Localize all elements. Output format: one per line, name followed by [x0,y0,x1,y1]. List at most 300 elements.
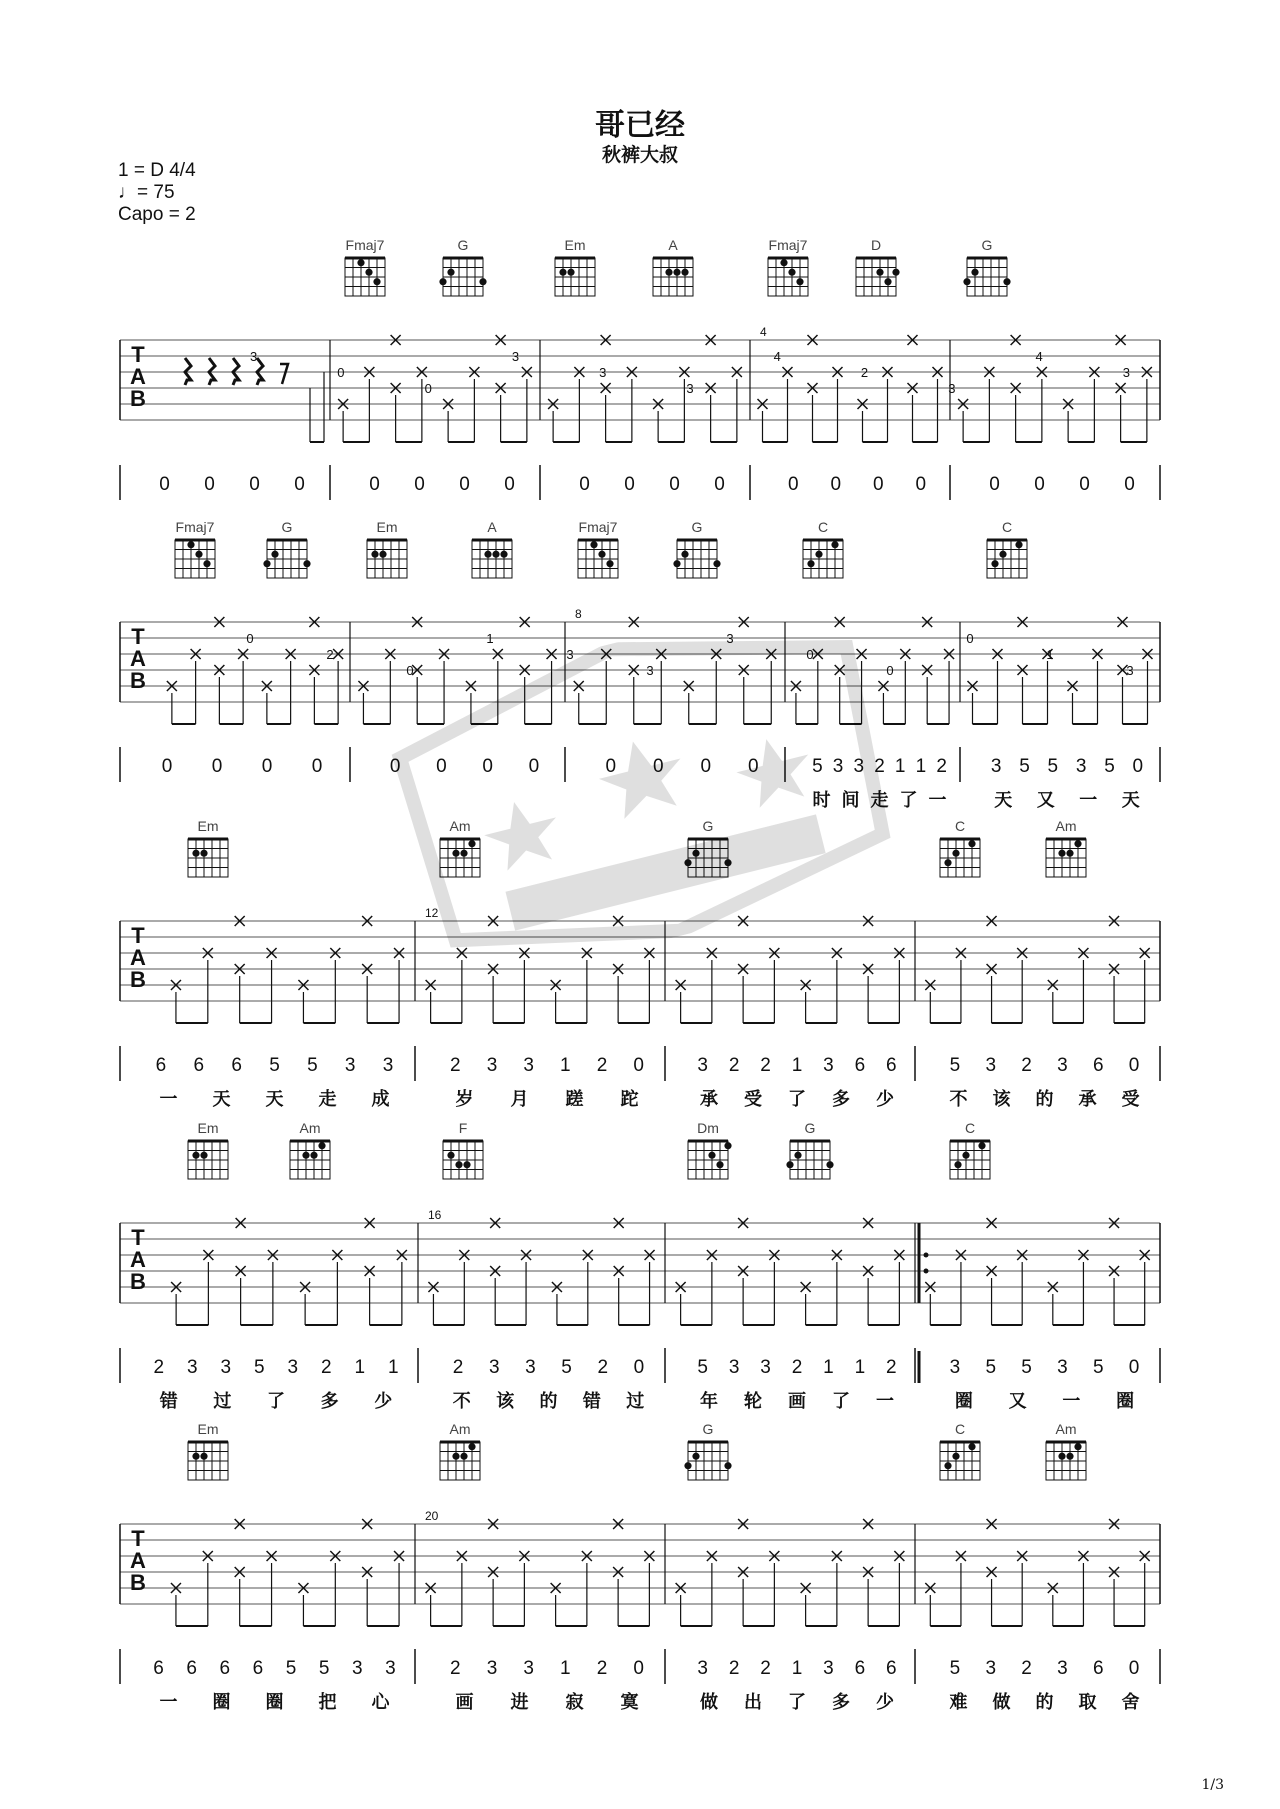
chord-name: Em [564,237,586,253]
chord-finger-dot [203,560,210,567]
lyric-character: 该 [496,1391,515,1412]
repeat-dot [924,1253,929,1258]
tab-fret-number: 1 [1046,647,1054,662]
numbered-note: 3 [985,1658,997,1679]
numbered-note: 5 [253,1357,265,1378]
chord-diagram [987,540,1027,578]
tab-clef-letter: A [130,945,146,970]
lyric-character: 了 [788,1089,806,1110]
chord-name: D [870,237,882,253]
lyric-character: 错 [159,1391,178,1412]
numbered-note: 0 [1034,474,1045,495]
numbered-note: 0 [989,474,1000,495]
chord-finger-dot [452,850,459,857]
lyric-character: 成 [371,1089,390,1110]
lyric-character: 做 [992,1692,1011,1713]
numbered-note: 1 [560,1055,571,1076]
numbered-note: 2 [320,1357,332,1378]
chord-finger-dot [968,840,975,847]
lyric-character: 出 [744,1692,762,1713]
numbered-note: 3 [220,1357,232,1378]
chord-finger-dot [590,541,597,548]
numbered-note: 0 [624,474,635,495]
numbered-note: 0 [669,474,680,495]
lyric-character: 少 [876,1089,894,1110]
numbered-note: 3 [1075,756,1087,777]
chord-finger-dot [978,1142,985,1149]
measure-number: 20 [425,1509,439,1523]
tab-clef-letter: T [131,624,145,649]
tab-clef-letter: B [130,1269,146,1294]
numbered-note: 3 [985,1055,997,1076]
numbered-note: 3 [486,1658,498,1679]
chord-diagram [578,540,618,578]
lyric-character: 天 [212,1089,231,1110]
lyric-character: 又 [1036,790,1055,811]
chord-diagram [963,258,1010,296]
chord-finger-dot [373,278,380,285]
lyric-character: 圈 [954,1391,973,1412]
chord-finger-dot [1074,1443,1081,1450]
numbered-note: 2 [1021,1055,1032,1076]
numbered-note: 2 [874,756,885,777]
tab-fret-number: 3 [686,381,694,396]
numbered-note: 3 [1057,1658,1068,1679]
chord-finger-dot [954,1161,961,1168]
chord-name: Em [376,519,398,535]
numbered-note: 5 [1019,756,1030,777]
lyric-character: 一 [876,1391,894,1412]
chord-diagram [684,839,731,877]
numbered-note: 3 [990,756,1002,777]
numbered-note: 6 [231,1055,242,1076]
chord-name: C [954,818,966,834]
tab-fret-number: 3 [948,381,956,396]
numbered-note: 6 [252,1658,264,1679]
chord-diagram [768,258,808,296]
numbered-note: 0 [459,474,470,495]
numbered-note: 3 [352,1658,363,1679]
chord-diagram [786,1141,833,1179]
numbered-note: 0 [1132,756,1144,777]
chord-finger-dot [681,551,688,558]
chord-finger-dot [944,1462,951,1469]
numbered-note: 0 [747,756,759,777]
numbered-note: 0 [605,756,617,777]
lyric-character: 了 [832,1391,850,1412]
numbered-note: 0 [389,756,401,777]
lyric-character: 天 [1121,790,1140,811]
tab-clef-letter: B [130,668,146,693]
lyric-character: 月 [510,1089,529,1110]
numbered-note: 6 [885,1658,897,1679]
chord-finger-dot [665,269,672,276]
numbered-note: 0 [504,474,515,495]
chord-finger-dot [365,269,372,276]
lyric-character: 轮 [744,1391,762,1412]
numbered-note: 1 [791,1658,803,1679]
tab-fret-number: 3 [1126,663,1134,678]
chord-diagram [175,540,215,578]
numbered-note: 0 [159,474,170,495]
numbered-note: 0 [633,1658,644,1679]
key-signature: 1 = D 4/4 [118,160,196,181]
chord-finger-dot [815,551,822,558]
lyric-character: 少 [374,1391,393,1412]
numbered-note: 2 [760,1658,771,1679]
numbered-note: 3 [949,1357,961,1378]
tab-fret-number: 3 [1122,365,1130,380]
numbered-note: 0 [1128,1055,1140,1076]
chord-name: C [1001,519,1013,535]
chord-finger-dot [684,859,691,866]
lyric-character: 了 [267,1391,285,1412]
chord-finger-dot [606,560,613,567]
chord-diagram [290,1141,330,1179]
chord-finger-dot [484,551,491,558]
tab-clef-letter: T [131,923,145,948]
numbered-note: 3 [486,1055,498,1076]
chord-finger-dot [968,1443,975,1450]
chord-finger-dot [500,551,507,558]
lyric-character: 承 [1078,1089,1097,1110]
lyric-character: 蹉 [565,1089,584,1110]
numbered-note: 0 [294,474,305,495]
lyric-character: 又 [1008,1391,1027,1412]
chord-finger-dot [447,269,454,276]
chord-finger-dot [460,1453,467,1460]
numbered-note: 5 [697,1357,709,1378]
lyric-character: 做 [700,1692,718,1713]
chord-name: C [817,519,829,535]
chord-name: Fmaj7 [578,519,618,535]
lyric-character: 受 [1121,1089,1140,1110]
measure-number: 4 [760,325,767,339]
chord-diagram [673,540,720,578]
tab-fret-number: 4 [1035,349,1043,364]
lyric-character: 该 [992,1089,1011,1110]
lyric-character: 跎 [620,1089,639,1110]
chord-finger-dot [1058,850,1065,857]
numbered-note: 0 [652,756,664,777]
chord-diagram [1046,1442,1086,1480]
chord-name: Fmaj7 [768,237,808,253]
chord-finger-dot [200,1152,207,1159]
chord-finger-dot [724,1142,731,1149]
lyric-character: 圈 [265,1692,284,1713]
numbered-note: 2 [791,1357,803,1378]
chord-finger-dot [724,1462,731,1469]
lyric-character: 舍 [1121,1692,1140,1713]
numbered-note: 5 [318,1658,330,1679]
numbered-note: 0 [436,756,447,777]
lyric-character: 的 [1035,1089,1054,1110]
chord-finger-dot [1003,278,1010,285]
song-artist: 秋裤大叔 [601,144,678,166]
numbered-note: 5 [985,1357,997,1378]
chord-finger-dot [962,1152,969,1159]
lyric-character: 进 [510,1692,529,1713]
numbered-note: 6 [153,1658,164,1679]
chord-diagram [443,1141,483,1179]
chord-finger-dot [673,269,680,276]
numbered-note: 6 [186,1658,197,1679]
chord-finger-dot [1058,1453,1065,1460]
numbered-note: 0 [915,474,927,495]
chord-diagram [440,1442,480,1480]
tab-clef-letter: T [131,1225,145,1250]
chord-finger-dot [713,560,720,567]
numbered-note: 3 [1057,1357,1068,1378]
chord-finger-dot [200,850,207,857]
chord-diagram [1046,839,1086,877]
chord-name: F [458,1120,468,1136]
tab-fret-number: 2 [326,647,334,662]
numbered-note: 5 [1104,756,1115,777]
capo-marking: Capo = 2 [118,204,196,225]
lyric-character: 不 [949,1089,968,1110]
numbered-note: 3 [697,1658,709,1679]
numbered-note: 0 [261,756,273,777]
chord-finger-dot [303,560,310,567]
chord-finger-dot [780,259,787,266]
numbered-note: 2 [596,1055,608,1076]
lyric-character: 圈 [212,1692,231,1713]
lyric-character: 把 [318,1692,337,1713]
numbered-note: 5 [812,756,823,777]
chord-name: Am [449,1421,471,1437]
measure-number: 16 [428,1208,442,1222]
chord-finger-dot [357,259,364,266]
chord-name: Dm [697,1120,719,1136]
numbered-note: 3 [1057,1055,1068,1076]
lyric-character: 间 [841,790,860,811]
tab-clef-letter: B [130,967,146,992]
tab-clef-letter: T [131,1526,145,1551]
tab-fret-number: 0 [406,663,414,678]
tab-clef-letter: A [130,1247,146,1272]
numbered-note: 1 [823,1357,834,1378]
lyric-character: 多 [832,1692,850,1713]
chord-name: Em [197,818,219,834]
repeat-dot [924,1269,929,1274]
chord-finger-dot [371,551,378,558]
chord-diagram [803,540,843,578]
numbered-note: 3 [697,1055,709,1076]
chord-finger-dot [673,560,680,567]
numbered-note: 5 [949,1658,961,1679]
eighth-rest [280,364,288,384]
chord-finger-dot [724,859,731,866]
numbered-note: 5 [1021,1357,1032,1378]
numbered-note: 6 [1092,1055,1104,1076]
chord-name: A [668,237,678,253]
lyric-character: 岁 [455,1089,474,1110]
tab-fret-number: 0 [246,631,254,646]
tab-fret-number: 2 [860,365,869,380]
chord-diagram [653,258,693,296]
tab-clef-letter: B [130,386,146,411]
chord-diagram [439,258,486,296]
chord-finger-dot [463,1161,470,1168]
tab-fret-number: 0 [337,365,345,380]
chord-finger-dot [1066,1453,1073,1460]
numbered-note: 6 [193,1055,205,1076]
numbered-note: 2 [936,756,947,777]
numbered-note: 3 [823,1055,834,1076]
measure-number: 8 [575,607,582,621]
numbered-note: 0 [1128,1658,1140,1679]
chord-finger-dot [310,1152,317,1159]
chord-diagram [555,258,595,296]
numbered-note: 2 [760,1055,771,1076]
numbered-note: 6 [1092,1658,1104,1679]
numbered-note: 3 [728,1357,740,1378]
chord-finger-dot [1074,840,1081,847]
lyric-character: 过 [626,1391,645,1412]
chord-finger-dot [460,850,467,857]
numbered-note: 6 [854,1658,866,1679]
tab-clef-letter: A [130,646,146,671]
chord-finger-dot [807,560,814,567]
chord-finger-dot [271,551,278,558]
lyric-character: 承 [700,1089,718,1110]
chord-finger-dot [1066,850,1073,857]
chord-diagram [688,1141,732,1179]
lyric-character: 天 [994,790,1013,811]
lyric-character: 圈 [1116,1391,1135,1412]
chord-name: G [281,519,293,535]
chord-finger-dot [192,850,199,857]
chord-name: G [691,519,703,535]
numbered-note: 2 [452,1357,464,1378]
chord-finger-dot [263,560,270,567]
numbered-note: 2 [728,1658,740,1679]
measure-number: 12 [425,906,439,920]
numbered-note: 2 [450,1658,461,1679]
chord-finger-dot [991,560,998,567]
numbered-note: 0 [633,1055,644,1076]
numbered-note: 0 [830,474,842,495]
numbered-note: 3 [832,756,844,777]
chord-finger-dot [876,269,883,276]
chord-name: C [954,1421,966,1437]
lyric-character: 难 [949,1692,968,1713]
chord-name: Am [299,1120,321,1136]
tab-fret-number: 4 [773,349,781,364]
chord-finger-dot [452,1453,459,1460]
chord-finger-dot [455,1161,462,1168]
lyric-character: 错 [582,1391,601,1412]
chord-finger-dot [200,1453,207,1460]
lyric-character: 寞 [620,1692,639,1713]
numbered-note: 0 [482,756,493,777]
lyric-character: 时 [812,790,831,811]
tab-fret-number: 1 [486,631,494,646]
tab-fret-number: 3 [646,663,654,678]
chord-name: G [981,237,993,253]
lyric-character: 多 [832,1089,850,1110]
numbered-note: 3 [488,1357,500,1378]
chord-diagram [188,1141,228,1179]
numbered-note: 1 [560,1658,571,1679]
chord-finger-dot [788,269,795,276]
chord-name: Am [449,818,471,834]
tab-fret-number: 0 [886,663,894,678]
lyric-character: 走 [318,1089,337,1110]
numbered-note: 6 [155,1055,167,1076]
numbered-note: 3 [287,1357,299,1378]
numbered-note: 3 [385,1658,396,1679]
tab-clef-letter: T [131,342,145,367]
chord-finger-dot [447,1152,454,1159]
chord-diagram [188,1442,228,1480]
numbered-note: 2 [596,1658,608,1679]
chord-finger-dot [692,1453,699,1460]
chord-finger-dot [318,1142,325,1149]
chord-finger-dot [971,269,978,276]
tab-clef-letter: A [130,1548,146,1573]
lyric-character: 一 [1079,790,1098,811]
numbered-note: 0 [211,756,223,777]
chord-finger-dot [999,551,1006,558]
chord-finger-dot [692,850,699,857]
chord-finger-dot [708,1152,715,1159]
numbered-note: 5 [1047,756,1059,777]
chord-diagram [940,839,980,877]
chord-finger-dot [559,269,566,276]
numbered-note: 5 [561,1357,572,1378]
lyric-character: 过 [213,1391,232,1412]
chord-finger-dot [439,278,446,285]
chord-diagram [367,540,407,578]
numbered-note: 5 [285,1658,297,1679]
chord-name: Am [1055,1421,1077,1437]
numbered-note: 1 [915,756,927,777]
numbered-note: 6 [219,1658,231,1679]
numbered-note: 3 [344,1055,356,1076]
chord-diagram [472,540,512,578]
numbered-note: 2 [153,1357,165,1378]
tab-clef-letter: B [130,1570,146,1595]
chord-finger-dot [379,551,386,558]
chord-finger-dot [192,1453,199,1460]
numbered-note: 0 [714,474,725,495]
numbered-note: 0 [369,474,380,495]
chord-diagram [950,1141,990,1179]
tab-fret-number: 0 [806,647,814,662]
numbered-note: 1 [791,1055,803,1076]
numbered-note: 0 [528,756,540,777]
chord-diagram [345,258,385,296]
tab-fret-number: 3 [599,365,607,380]
lyric-character: 受 [744,1089,762,1110]
numbered-note: 0 [872,474,884,495]
chord-name: Em [197,1120,219,1136]
chord-finger-dot [786,1161,793,1168]
chord-finger-dot [716,1161,723,1168]
lyric-character: 少 [876,1692,894,1713]
lyric-character: 一 [928,790,947,811]
lyric-character: 心 [371,1692,390,1713]
numbered-note: 2 [885,1357,897,1378]
numbered-note: 0 [787,474,799,495]
chord-diagram [940,1442,980,1480]
chord-finger-dot [479,278,486,285]
chord-finger-dot [492,551,499,558]
numbered-note: 3 [823,1658,834,1679]
numbered-note: 3 [186,1357,198,1378]
